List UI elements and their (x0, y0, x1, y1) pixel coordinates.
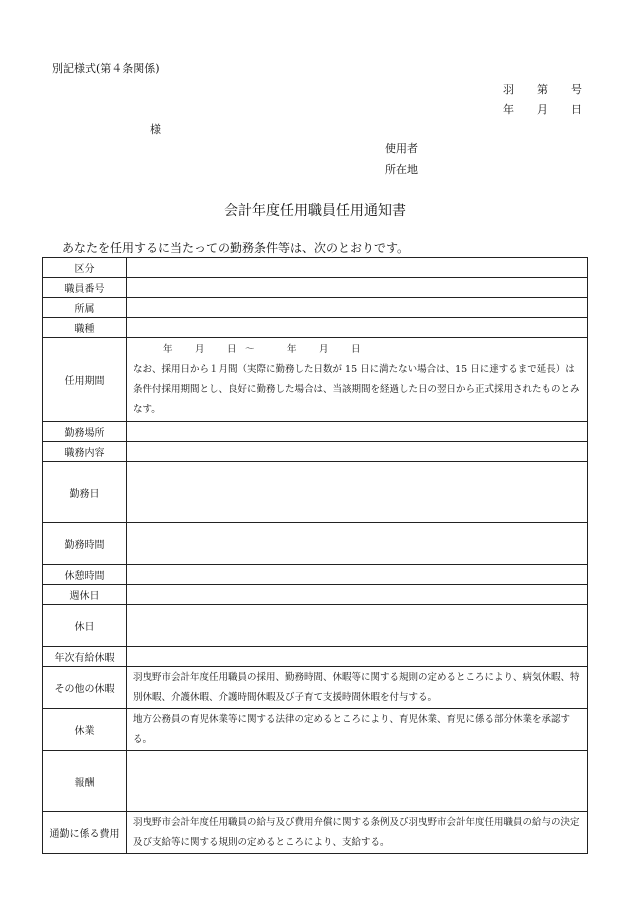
row-value (127, 278, 588, 298)
table-row (43, 318, 588, 338)
row-label: 勤務時間 (43, 523, 127, 565)
period-year-1: 年 (163, 343, 173, 355)
row-label: 通勤に係る費用 (43, 812, 127, 854)
row-value (127, 462, 588, 523)
row-label: 年次有給休暇 (43, 647, 127, 667)
period-note: なお、採用日から１月間（実際に勤務した日数が 15 日に満たない場合は、15 日に達するまで延長）は条件付採用期間とし、良好に勤務した場合は、当該期間を経過した日の翌日から正式採用されたものとみなす。 (133, 363, 580, 415)
table-row (43, 258, 588, 278)
employer-label: 使用者 (385, 142, 418, 155)
row-value (127, 565, 588, 585)
table-row (43, 462, 588, 523)
period-dates (133, 340, 581, 360)
table-row (43, 647, 588, 667)
row-value (127, 523, 588, 565)
date-month: 月 (537, 103, 548, 116)
table-row (43, 585, 588, 605)
document-title: 会計年度任用職員任用通知書 (224, 203, 406, 219)
table-row (43, 338, 588, 422)
row-label: 休憩時間 (43, 565, 127, 585)
table-row (43, 812, 588, 854)
row-label: その他の休暇 (43, 667, 127, 709)
row-value: 羽曳野市会計年度任用職員の採用、勤務時間、休暇等に関する規則の定めるところにより、病気休暇、特別休暇、介護休暇、介護時間休暇及び子育て支援時間休暇を付与する。 (127, 667, 588, 709)
row-label: 区分 (43, 258, 127, 278)
table-row (43, 298, 588, 318)
row-label: 勤務日 (43, 462, 127, 523)
intro-text: あなたを任用するに当たっての勤務条件等は、次のとおりです。 (62, 241, 410, 255)
row-label: 職務内容 (43, 442, 127, 462)
table-row (43, 751, 588, 812)
doc-number-dai: 第 (537, 83, 548, 96)
table-row (43, 442, 588, 462)
period-month-1: 月 (195, 343, 205, 355)
row-label: 休業 (43, 709, 127, 751)
table-row (43, 605, 588, 647)
row-value (127, 647, 588, 667)
recipient-suffix: 様 (150, 123, 161, 136)
terms-table (42, 257, 588, 854)
table-row (43, 278, 588, 298)
row-label: 所属 (43, 298, 127, 318)
row-label: 休日 (43, 605, 127, 647)
date-day: 日 (571, 103, 582, 116)
table-row (43, 565, 588, 585)
period-day-1: 日 (227, 343, 237, 355)
period-month-2: 月 (319, 343, 329, 355)
table-row (43, 709, 588, 751)
row-value (127, 751, 588, 812)
period-year-2: 年 (287, 343, 297, 355)
row-value (127, 422, 588, 442)
row-value: 地方公務員の育児休業等に関する法律の定めるところにより、育児休業、育児に係る部分休業を承認する。 (127, 709, 588, 751)
address-label: 所在地 (385, 163, 418, 176)
doc-number-go: 号 (571, 83, 582, 96)
row-value (127, 605, 588, 647)
date-year: 年 (503, 103, 514, 116)
doc-number-prefix: 羽 (503, 83, 514, 96)
row-label: 報酬 (43, 751, 127, 812)
row-label: 職種 (43, 318, 127, 338)
form-label: 別記様式(第４条関係) (52, 62, 160, 75)
row-value: 羽曳野市会計年度任用職員の給与及び費用弁償に関する条例及び羽曳野市会計年度任用職員の給与の決定及び支給等に関する規則の定めるところにより、支給する。 (127, 812, 588, 854)
row-value (127, 585, 588, 605)
table-row (43, 422, 588, 442)
row-label: 任用期間 (43, 338, 127, 422)
period-day-2: 日 (351, 343, 361, 355)
row-label: 職員番号 (43, 278, 127, 298)
table-row (43, 667, 588, 709)
row-label: 週休日 (43, 585, 127, 605)
row-value (127, 338, 588, 422)
period-separator: ～ (245, 343, 255, 355)
row-value (127, 298, 588, 318)
table-row (43, 523, 588, 565)
row-value (127, 442, 588, 462)
row-value (127, 318, 588, 338)
row-label: 勤務場所 (43, 422, 127, 442)
row-value (127, 258, 588, 278)
